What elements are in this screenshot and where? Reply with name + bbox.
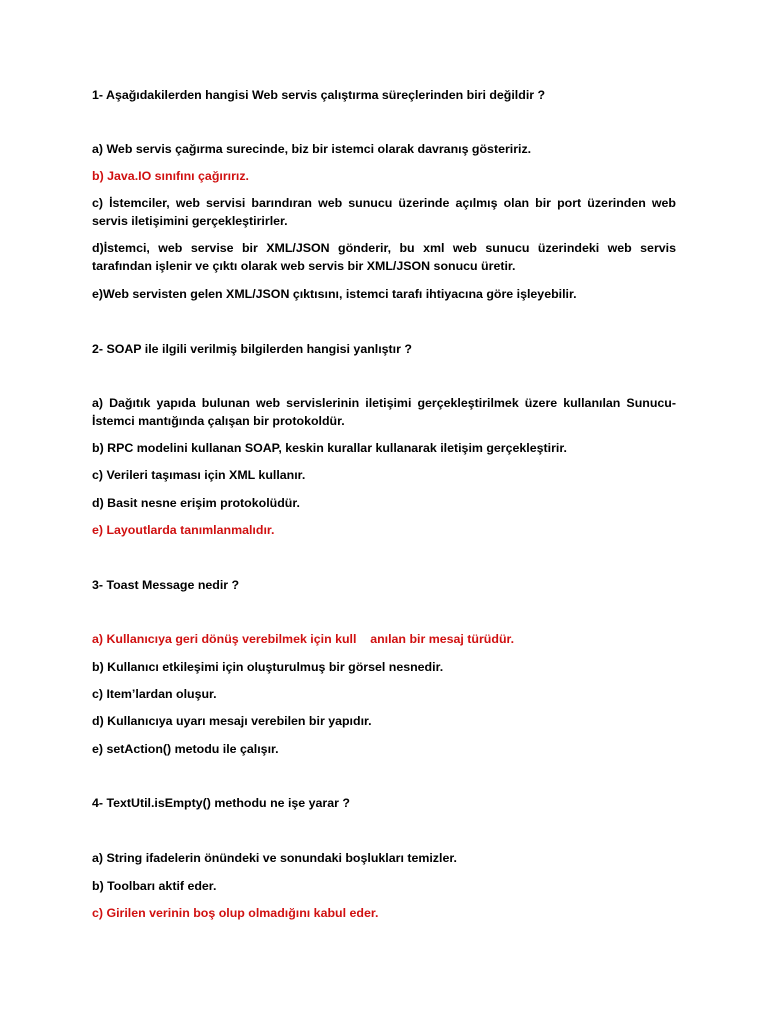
question-4: 4- TextUtil.isEmpty() methodu ne işe yarar ? — [92, 796, 350, 810]
question-4-option-b: b) Toolbarı aktif eder. — [92, 879, 217, 893]
question-3-option-c: c) Item’lardan oluşur. — [92, 687, 217, 701]
question-3: 3- Toast Message nedir ? — [92, 578, 240, 592]
question-3-option-e: e) setAction() metodu ile çalışır. — [92, 742, 279, 756]
question-3-option-a-answer: a) Kullanıcıya geri dönüş verebilmek için kull anılan bir mesaj türüdür. — [92, 632, 515, 646]
question-1-option-d: d)İstemci, web servise bir XML/JSON gönderir, bu xml web sunucu üzerindeki web servis tarafından işlenir ve çıktı olarak web servis bir XML/JSON sonucu üretir. — [92, 241, 676, 273]
question-2-option-d: d) Basit nesne erişim protokolüdür. — [92, 496, 300, 510]
question-1-option-b-answer: b) Java.IO sınıfını çağırırız. — [92, 169, 249, 183]
question-4-option-c-answer: c) Girilen verinin boş olup olmadığını kabul eder. — [92, 906, 379, 920]
question-2-option-b: b) RPC modelini kullanan SOAP, keskin kurallar kullanarak iletişim gerçekleştirir. — [92, 441, 567, 455]
question-1: 1- Aşağıdakilerden hangisi Web servis çalıştırma süreçlerinden biri değildir ? — [92, 88, 546, 102]
question-2-option-e-answer: e) Layoutlarda tanımlanmalıdır. — [92, 523, 275, 537]
question-1-option-c: c) İstemciler, web servisi barındıran web sunucu üzerinde açılmış olan bir port üzerinden web servis iletişimini gerçekleştirirler. — [92, 196, 676, 228]
question-2-option-a: a) Dağıtık yapıda bulunan web servislerinin iletişimi gerçekleştirilmek üzere kullanılan Sunucu-İstemci mantığında çalışan bir protokoldür. — [92, 396, 676, 428]
question-1-option-a: a) Web servis çağırma surecinde, biz bir istemci olarak davranış gösteririz. — [92, 142, 532, 156]
question-2-option-c: c) Verileri taşıması için XML kullanır. — [92, 468, 306, 482]
question-1-option-e: e)Web servisten gelen XML/JSON çıktısını, istemci tarafı ihtiyacına göre işleyebilir. — [92, 287, 577, 301]
question-3-option-d: d) Kullanıcıya uyarı mesajı verebilen bir yapıdır. — [92, 714, 372, 728]
question-4-option-a: a) String ifadelerin önündeki ve sonundaki boşlukları temizler. — [92, 851, 457, 865]
question-2: 2- SOAP ile ilgili verilmiş bilgilerden hangisi yanlıştır ? — [92, 342, 412, 356]
question-3-option-b: b) Kullanıcı etkileşimi için oluşturulmuş bir görsel nesnedir. — [92, 660, 444, 674]
